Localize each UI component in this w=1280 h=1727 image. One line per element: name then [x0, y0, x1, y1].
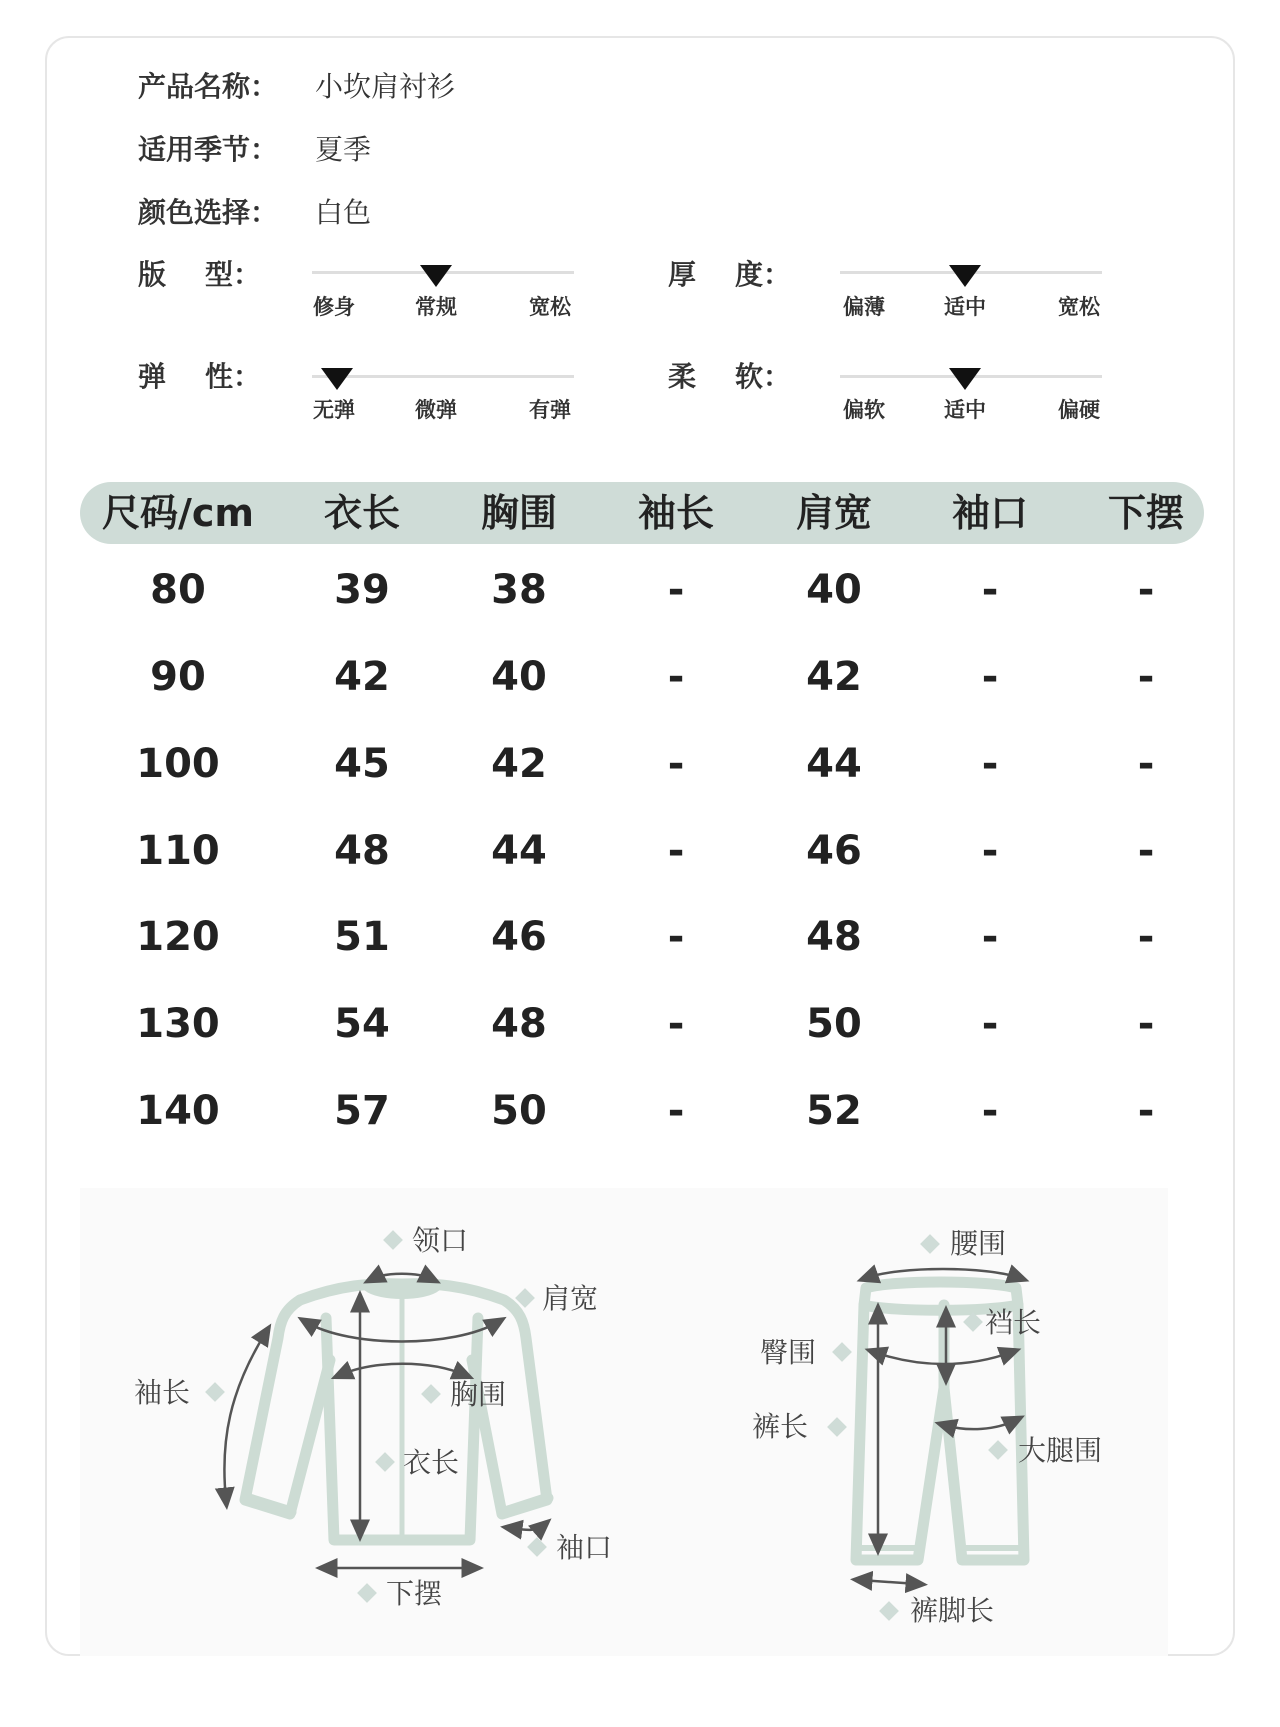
- table-cell: -: [667, 567, 685, 613]
- table-cell: -: [667, 828, 685, 874]
- table-cell: -: [667, 741, 685, 787]
- table-cell: -: [1137, 1001, 1155, 1047]
- table-cell: 50: [806, 1001, 862, 1047]
- color-label: 颜色选择：: [138, 196, 279, 229]
- thigh-label: 大腿围: [1018, 1434, 1103, 1467]
- elasticity-option: 无弹: [313, 398, 355, 422]
- table-cell: -: [981, 741, 999, 787]
- table-cell: -: [1137, 828, 1155, 874]
- table-cell: 52: [806, 1088, 862, 1134]
- table-cell: -: [667, 1088, 685, 1134]
- table-cell: 48: [334, 828, 390, 874]
- table-cell: 48: [491, 1001, 547, 1047]
- table-cell: -: [667, 914, 685, 960]
- table-cell: 46: [491, 914, 547, 960]
- table-cell: 44: [806, 741, 862, 787]
- waist-label: 腰围: [950, 1227, 1007, 1260]
- elasticity-label: 弹 性：: [138, 360, 261, 393]
- softness-option: 适中: [944, 398, 986, 422]
- table-cell: -: [981, 567, 999, 613]
- season-value: 夏季: [315, 133, 372, 166]
- table-cell: -: [667, 654, 685, 700]
- shirt-arrows: [224, 1274, 544, 1568]
- product-name-label: 产品名称：: [138, 70, 279, 103]
- table-header-cell: 肩宽: [795, 491, 873, 535]
- table-cell: -: [1137, 914, 1155, 960]
- length-label: 衣长: [403, 1446, 460, 1479]
- softness-option: 偏软: [843, 398, 885, 422]
- thickness-option: 偏薄: [843, 295, 885, 319]
- chest-label: 胸围: [450, 1378, 507, 1411]
- collar-label: 领口: [412, 1224, 469, 1257]
- table-cell: 120: [136, 914, 220, 960]
- table-cell: -: [1137, 1088, 1155, 1134]
- table-cell: -: [981, 914, 999, 960]
- table-cell: 42: [334, 654, 390, 700]
- table-cell: -: [981, 828, 999, 874]
- leg-opening-label: 裤脚长: [910, 1594, 995, 1627]
- table-cell: 51: [334, 914, 390, 960]
- fit-label: 版 型：: [138, 258, 261, 291]
- table-cell: 40: [491, 654, 547, 700]
- softness-option: 偏硬: [1058, 398, 1100, 422]
- table-header-cell: 衣长: [323, 491, 401, 535]
- color-value: 白色: [315, 196, 372, 229]
- table-header-cell: 下摆: [1107, 491, 1185, 535]
- table-cell: 42: [491, 741, 547, 787]
- table-cell: -: [981, 1088, 999, 1134]
- table-cell: 110: [136, 828, 220, 874]
- product-name-value: 小坎肩衬衫: [315, 70, 456, 103]
- table-cell: 40: [806, 567, 862, 613]
- table-cell: 54: [334, 1001, 390, 1047]
- thickness-label: 厚 度：: [668, 258, 791, 291]
- table-cell: 57: [334, 1088, 390, 1134]
- table-cell: 45: [334, 741, 390, 787]
- table-cell: -: [1137, 654, 1155, 700]
- table-cell: -: [1137, 741, 1155, 787]
- fit-option: 宽松: [529, 295, 571, 319]
- shirt-outline: [245, 1284, 548, 1540]
- rise-label: 裆长: [985, 1306, 1042, 1339]
- table-cell: 130: [136, 1001, 220, 1047]
- table-cell: -: [667, 1001, 685, 1047]
- hem-label: 下摆: [386, 1577, 443, 1610]
- season-label: 适用季节：: [138, 133, 279, 166]
- fit-option: 常规: [415, 295, 457, 319]
- table-header-cell: 尺码/cm: [101, 491, 255, 535]
- thickness-option: 适中: [944, 295, 986, 319]
- hip-label: 臀围: [760, 1336, 817, 1369]
- table-cell: 140: [136, 1088, 220, 1134]
- table-cell: 38: [491, 567, 547, 613]
- table-cell: 46: [806, 828, 862, 874]
- softness-label: 柔 软：: [668, 360, 791, 393]
- table-header-cell: 袖口: [951, 491, 1029, 535]
- sleeve-label: 袖长: [134, 1376, 191, 1409]
- table-cell: 90: [150, 654, 206, 700]
- table-cell: 39: [334, 567, 390, 613]
- table-cell: -: [981, 1001, 999, 1047]
- table-cell: 50: [491, 1088, 547, 1134]
- table-cell: 100: [136, 741, 220, 787]
- table-header-cell: 袖长: [637, 491, 715, 535]
- table-cell: 44: [491, 828, 547, 874]
- table-cell: 48: [806, 914, 862, 960]
- pants-length-label: 裤长: [752, 1410, 809, 1443]
- table-cell: 42: [806, 654, 862, 700]
- table-cell: 80: [150, 567, 206, 613]
- elasticity-option: 微弹: [415, 398, 457, 422]
- fit-option: 修身: [313, 295, 355, 319]
- table-header-cell: 胸围: [480, 491, 558, 535]
- table-cell: -: [981, 654, 999, 700]
- table-cell: -: [1137, 567, 1155, 613]
- elasticity-option: 有弹: [529, 398, 571, 422]
- cuff-label: 袖口: [556, 1531, 613, 1564]
- thickness-option: 宽松: [1058, 295, 1100, 319]
- shoulder-label: 肩宽: [542, 1282, 599, 1315]
